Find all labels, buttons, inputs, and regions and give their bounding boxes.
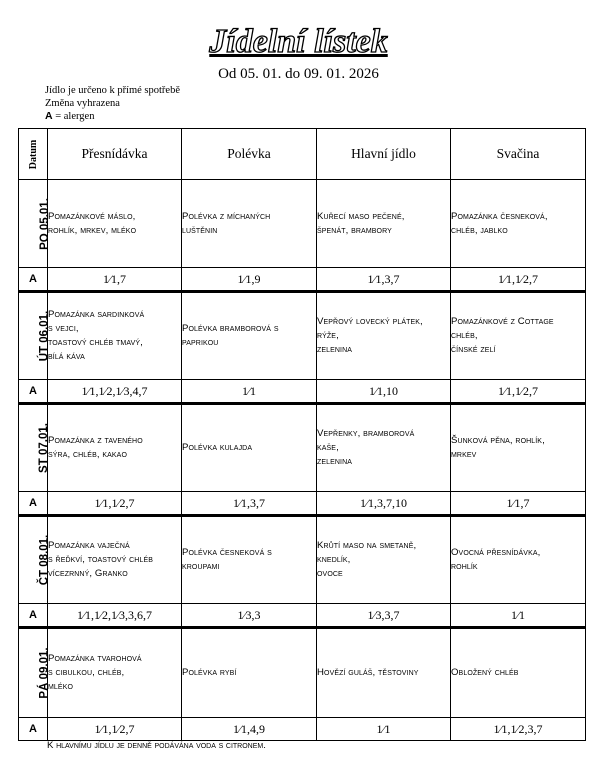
meal-line: vícezrnný, Granko: [48, 568, 128, 579]
meal-line: Polévka bramborová s: [182, 323, 279, 334]
day-cell: [19, 404, 48, 492]
meal-line: luštěnin: [182, 224, 218, 236]
meal-line: Hovězí guláš, těstoviny: [317, 667, 419, 678]
meal-line: Kuřecí maso pečené,: [317, 210, 405, 222]
meal-cell: [48, 292, 182, 380]
meal-line: chléb, jablko: [451, 224, 508, 236]
meal-line: bílá káva: [48, 351, 85, 362]
allergen-value: 1⁄1,1⁄2,3,7: [451, 718, 586, 741]
meal-cell: [317, 516, 451, 604]
meal-cell: [48, 404, 182, 492]
day-row: [19, 180, 586, 268]
note-line: Změna vyhrazena: [45, 98, 120, 109]
allergen-row-label: A: [19, 380, 48, 404]
allergen-value: 1⁄1: [451, 604, 586, 628]
day-row: [19, 404, 586, 492]
meal-cell: [451, 516, 586, 604]
allergen-value: 1⁄1,7: [48, 268, 182, 292]
meal-line: s řeďkví, toastový chléb: [48, 554, 153, 565]
meal-cell: [182, 180, 317, 268]
meal-line: Šunková pěna, rohlík,: [451, 435, 545, 446]
day-cell: [19, 516, 51, 604]
meal-line: Pomazánkové z Cottage: [451, 316, 554, 327]
meal-line: Vepřenky, bramborová: [317, 428, 415, 439]
meal-line: Polévka z míchaných: [182, 210, 271, 222]
meal-line: kaše,: [317, 442, 339, 453]
meal-line: Polévka kulajda: [182, 442, 253, 453]
day-row: [19, 628, 586, 718]
day-label: ČT 08.01.: [38, 534, 51, 586]
datum-header: [19, 129, 48, 180]
day-cell: [19, 628, 51, 718]
meal-line: čínské zelí: [451, 344, 496, 355]
meal-line: Pomazánka sardinková: [48, 309, 145, 320]
day-label: ÚT 06.01.: [38, 310, 51, 362]
allergen-value: 1⁄1,1⁄2,1⁄3,4,7: [48, 380, 182, 404]
meal-line: s cibulkou, chléb,: [48, 667, 125, 678]
allergen-value: 1⁄3,3: [182, 604, 317, 628]
date-range: Od 05. 01. do 09. 01. 2026: [218, 66, 379, 82]
meal-cell: [182, 628, 317, 718]
meal-line: Pomazánka z taveného: [48, 435, 143, 446]
allergen-value: 1⁄1,1⁄2,7: [48, 492, 182, 516]
meal-cell: [451, 404, 586, 492]
allergen-value: 1⁄1,7: [451, 492, 586, 516]
meal-cell: [182, 404, 317, 492]
meal-cell: [451, 292, 586, 380]
meal-line: Krůtí maso na smetaně,: [317, 540, 417, 551]
allergen-value: 1⁄1,1⁄2,1⁄3,3,6,7: [48, 604, 182, 628]
meal-line: Pomazánkové máslo,: [48, 210, 136, 222]
meal-line: Pomazánka vaječná: [48, 540, 130, 551]
meal-line: rohlík, mrkev, mléko: [48, 224, 137, 236]
meal-line: chléb,: [451, 330, 478, 341]
page-title: Jídelní lístek: [209, 23, 388, 60]
allergen-value: 1⁄1: [317, 718, 451, 741]
meal-line: Vepřový lovecký plátek,: [317, 316, 423, 327]
meal-cell: [451, 628, 586, 718]
allergen-row: [19, 604, 586, 628]
note-line: Jídlo je určeno k přímé spotřebě: [45, 85, 181, 96]
allergen-row-label: A: [19, 268, 48, 292]
meal-line: mléko: [48, 681, 74, 692]
allergen-row-label: A: [19, 718, 48, 741]
meal-line: toastový chléb tmavý,: [48, 337, 143, 348]
meal-line: Pomazánka tvarohová: [48, 653, 142, 664]
allergen-row: [19, 718, 586, 741]
datum-label: Datum: [28, 139, 40, 169]
meal-cell: [317, 180, 451, 268]
allergen-value: 1⁄1,3,7: [317, 268, 451, 292]
meal-line: Pomazánka česneková,: [451, 210, 548, 222]
column-header: Hlavní jídlo: [317, 129, 451, 180]
allergen-value: 1⁄1: [182, 380, 317, 404]
meal-cell: [317, 404, 451, 492]
allergen-value: 1⁄1,9: [182, 268, 317, 292]
allergen-row: [19, 268, 586, 292]
allergen-row-label: A: [19, 604, 48, 628]
allergen-legend: [45, 110, 94, 123]
meal-line: zelenina: [317, 456, 353, 467]
meal-cell: [182, 516, 317, 604]
day-label: ST 07.01.: [37, 423, 50, 473]
allergen-value: 1⁄1,1⁄2,7: [451, 380, 586, 404]
day-label: PO 05.01.: [38, 197, 51, 250]
meal-line: s vejci,: [48, 323, 79, 334]
meal-cell: [48, 516, 182, 604]
day-row: [19, 292, 586, 380]
allergen-value: 1⁄3,3,7: [317, 604, 451, 628]
column-header: Polévka: [182, 129, 317, 180]
day-label: PÁ 09.01.: [38, 647, 51, 699]
meal-line: mrkev: [451, 449, 477, 460]
allergen-value: 1⁄1,1⁄2,7: [451, 268, 586, 292]
menu-table: [18, 128, 586, 741]
meal-cell: [48, 628, 182, 718]
allergen-value: 1⁄1,10: [317, 380, 451, 404]
meal-line: knedlík,: [317, 554, 351, 565]
meal-line: paprikou: [182, 337, 219, 348]
allergen-value: 1⁄1,4,9: [182, 718, 317, 741]
allergen-value: 1⁄1,3,7,10: [317, 492, 451, 516]
meal-line: zelenina: [317, 344, 353, 355]
meal-cell: [48, 180, 182, 268]
allergen-row: [19, 380, 586, 404]
meal-cell: [317, 292, 451, 380]
day-cell: [19, 292, 51, 380]
meal-line: špenát, brambory: [317, 224, 392, 236]
meal-line: Ovocná přesnídávka,: [451, 547, 541, 558]
meal-line: ovoce: [317, 568, 343, 579]
column-header: Svačina: [451, 129, 586, 180]
meal-line: sýra, chléb, kakao: [48, 449, 127, 460]
meal-cell: [451, 180, 586, 268]
column-header: Přesnídávka: [48, 129, 182, 180]
allergen-key: A: [45, 110, 53, 122]
meal-cell: [182, 292, 317, 380]
allergen-row: [19, 492, 586, 516]
meal-line: Polévka česneková s: [182, 547, 272, 558]
allergen-value: 1⁄1,3,7: [182, 492, 317, 516]
meal-line: kroupami: [182, 561, 220, 572]
allergen-legend-text: = alergen: [52, 111, 95, 122]
meal-line: Obložený chléb: [451, 667, 519, 678]
allergen-row-label: A: [19, 492, 48, 516]
meal-cell: [317, 628, 451, 718]
meal-line: Polévka rybí: [182, 667, 237, 678]
day-cell: [19, 180, 51, 268]
meal-line: rýže,: [317, 330, 339, 341]
day-row: [19, 516, 586, 604]
allergen-value: 1⁄1,1⁄2,7: [48, 718, 182, 741]
meal-line: rohlík: [451, 561, 478, 572]
footer-note: K hlavnímu jídlu je denně podávána voda s citronem.: [47, 740, 266, 751]
